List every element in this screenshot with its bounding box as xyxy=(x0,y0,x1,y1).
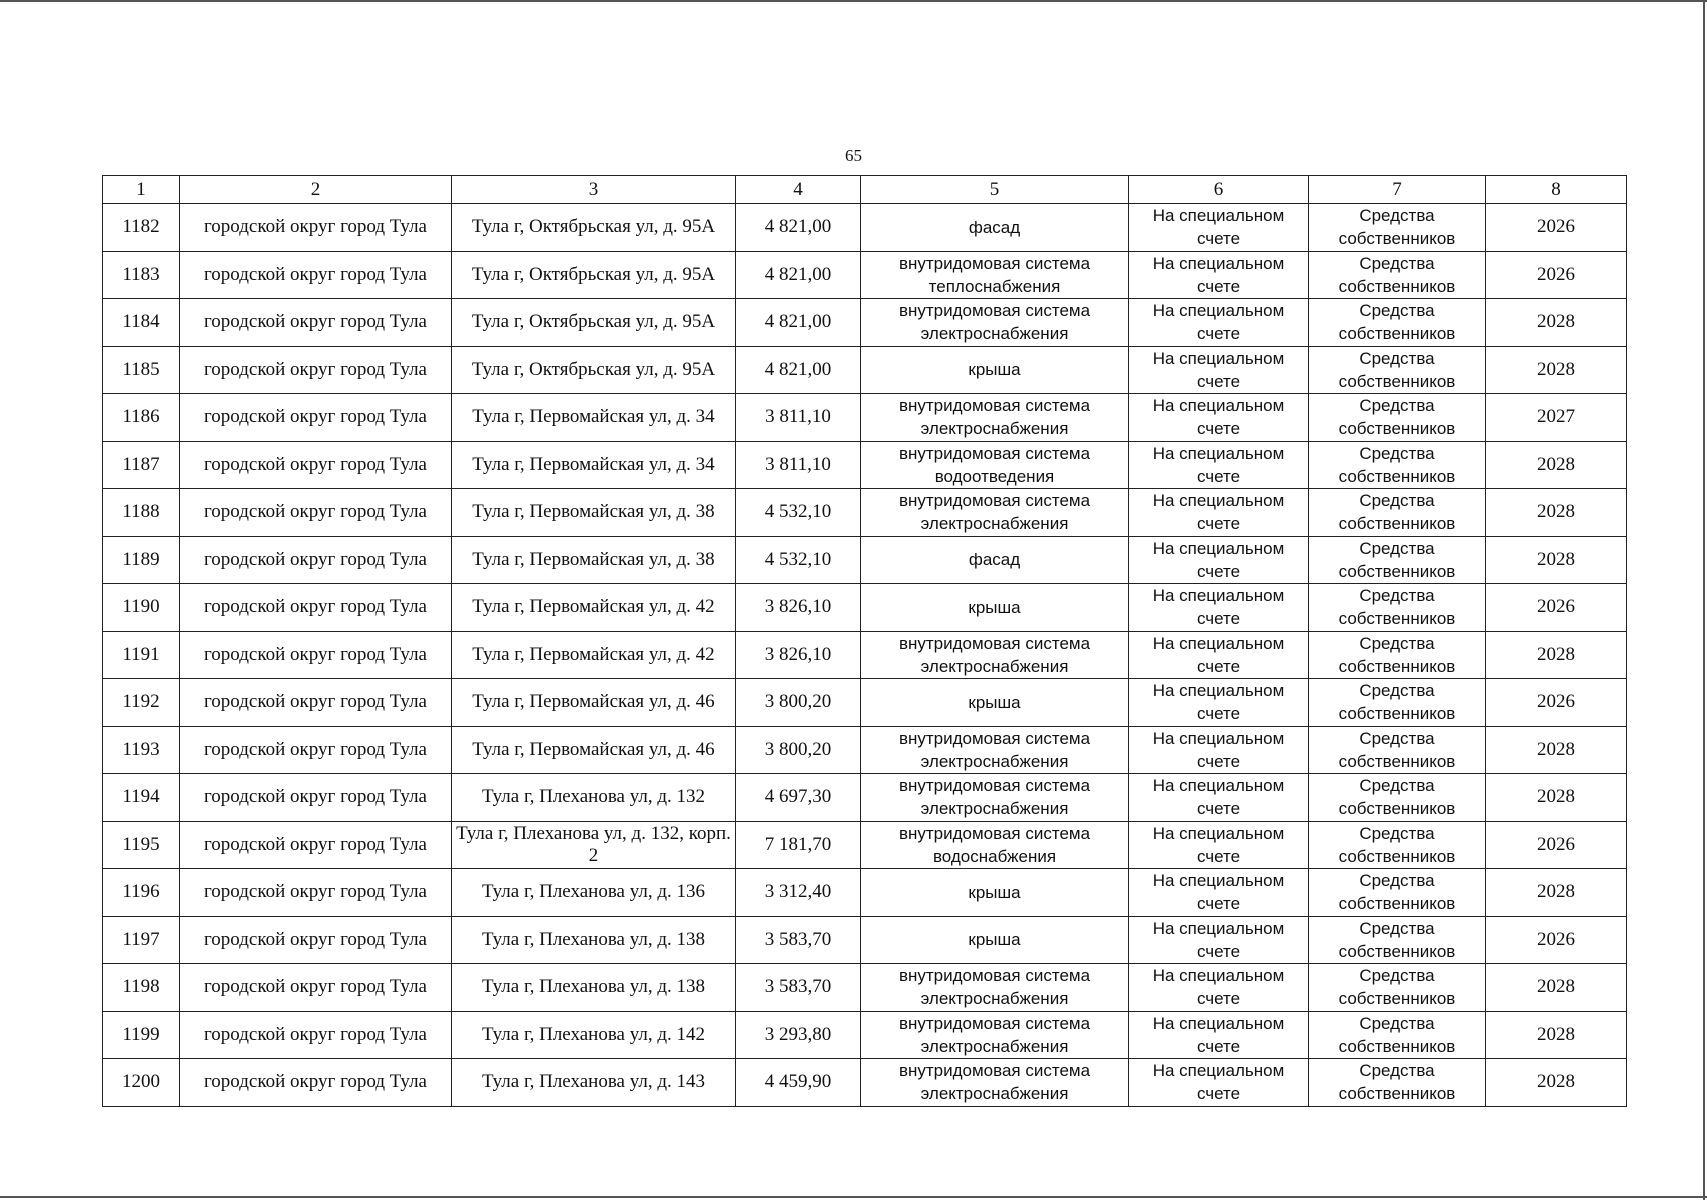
table-row xyxy=(103,821,1627,869)
work-type-cell: фасад xyxy=(861,204,1129,252)
column-header: 1 xyxy=(103,176,180,204)
funding-source-cell: Средства собственников xyxy=(1309,299,1486,347)
work-type-cell: внутридомовая система теплоснабжения xyxy=(861,251,1129,299)
work-type-cell: крыша xyxy=(861,584,1129,632)
row-number-cell: 1197 xyxy=(103,916,180,964)
row-number-cell: 1191 xyxy=(103,631,180,679)
funding-source-cell: Средства собственников xyxy=(1309,394,1486,442)
row-number-cell: 1184 xyxy=(103,299,180,347)
account-cell: На специальном счете xyxy=(1129,964,1309,1012)
row-number-cell: 1199 xyxy=(103,1011,180,1059)
row-number-cell: 1193 xyxy=(103,726,180,774)
district-cell: городской округ город Тула xyxy=(180,916,452,964)
address-cell: Тула г, Плеханова ул, д. 132, корп. 2 xyxy=(452,821,736,869)
page-border-top xyxy=(0,0,1707,2)
table-row xyxy=(103,394,1627,442)
account-cell: На специальном счете xyxy=(1129,346,1309,394)
area-cell: 4 532,10 xyxy=(736,536,861,584)
funding-source-cell: Средства собственников xyxy=(1309,584,1486,632)
district-cell: городской округ город Тула xyxy=(180,299,452,347)
address-cell: Тула г, Плеханова ул, д. 138 xyxy=(452,916,736,964)
table-row xyxy=(103,774,1627,822)
funding-source-cell: Средства собственников xyxy=(1309,1011,1486,1059)
column-header: 6 xyxy=(1129,176,1309,204)
district-cell: городской округ город Тула xyxy=(180,869,452,917)
area-cell: 3 811,10 xyxy=(736,441,861,489)
table-row xyxy=(103,1059,1627,1107)
table-row xyxy=(103,536,1627,584)
account-cell: На специальном счете xyxy=(1129,1011,1309,1059)
column-header: 7 xyxy=(1309,176,1486,204)
district-cell: городской округ город Тула xyxy=(180,726,452,774)
table-row xyxy=(103,584,1627,632)
table-header-row xyxy=(103,176,1627,204)
row-number-cell: 1183 xyxy=(103,251,180,299)
year-cell: 2026 xyxy=(1486,679,1627,727)
row-number-cell: 1196 xyxy=(103,869,180,917)
year-cell: 2028 xyxy=(1486,489,1627,537)
page-border-bottom xyxy=(0,1196,1707,1198)
year-cell: 2028 xyxy=(1486,774,1627,822)
account-cell: На специальном счете xyxy=(1129,679,1309,727)
area-cell: 4 821,00 xyxy=(736,299,861,347)
work-type-cell: внутридомовая система электроснабжения xyxy=(861,726,1129,774)
funding-source-cell: Средства собственников xyxy=(1309,1059,1486,1107)
table-row xyxy=(103,916,1627,964)
table-row xyxy=(103,631,1627,679)
address-cell: Тула г, Плеханова ул, д. 142 xyxy=(452,1011,736,1059)
funding-source-cell: Средства собственников xyxy=(1309,251,1486,299)
district-cell: городской округ город Тула xyxy=(180,394,452,442)
table-row xyxy=(103,299,1627,347)
funding-source-cell: Средства собственников xyxy=(1309,679,1486,727)
work-type-cell: крыша xyxy=(861,869,1129,917)
address-cell: Тула г, Октябрьская ул, д. 95А xyxy=(452,299,736,347)
address-cell: Тула г, Плеханова ул, д. 143 xyxy=(452,1059,736,1107)
row-number-cell: 1188 xyxy=(103,489,180,537)
area-cell: 4 697,30 xyxy=(736,774,861,822)
funding-source-cell: Средства собственников xyxy=(1309,346,1486,394)
work-type-cell: внутридомовая система электроснабжения xyxy=(861,394,1129,442)
area-cell: 3 800,20 xyxy=(736,726,861,774)
capital-repair-table xyxy=(102,175,1627,1107)
work-type-cell: внутридомовая система электроснабжения xyxy=(861,1059,1129,1107)
table-row xyxy=(103,441,1627,489)
year-cell: 2028 xyxy=(1486,1011,1627,1059)
account-cell: На специальном счете xyxy=(1129,251,1309,299)
year-cell: 2028 xyxy=(1486,441,1627,489)
account-cell: На специальном счете xyxy=(1129,774,1309,822)
work-type-cell: внутридомовая система водоснабжения xyxy=(861,821,1129,869)
work-type-cell: внутридомовая система электроснабжения xyxy=(861,964,1129,1012)
account-cell: На специальном счете xyxy=(1129,204,1309,252)
table-row xyxy=(103,204,1627,252)
row-number-cell: 1185 xyxy=(103,346,180,394)
row-number-cell: 1200 xyxy=(103,1059,180,1107)
column-header: 4 xyxy=(736,176,861,204)
area-cell: 4 821,00 xyxy=(736,204,861,252)
year-cell: 2027 xyxy=(1486,394,1627,442)
address-cell: Тула г, Октябрьская ул, д. 95А xyxy=(452,251,736,299)
account-cell: На специальном счете xyxy=(1129,916,1309,964)
work-type-cell: внутридомовая система электроснабжения xyxy=(861,489,1129,537)
district-cell: городской округ город Тула xyxy=(180,821,452,869)
address-cell: Тула г, Плеханова ул, д. 132 xyxy=(452,774,736,822)
area-cell: 4 459,90 xyxy=(736,1059,861,1107)
work-type-cell: крыша xyxy=(861,346,1129,394)
district-cell: городской округ город Тула xyxy=(180,1011,452,1059)
district-cell: городской округ город Тула xyxy=(180,964,452,1012)
address-cell: Тула г, Первомайская ул, д. 34 xyxy=(452,394,736,442)
address-cell: Тула г, Первомайская ул, д. 46 xyxy=(452,679,736,727)
address-cell: Тула г, Плеханова ул, д. 136 xyxy=(452,869,736,917)
column-header: 2 xyxy=(180,176,452,204)
work-type-cell: внутридомовая система электроснабжения xyxy=(861,1011,1129,1059)
row-number-cell: 1186 xyxy=(103,394,180,442)
column-header: 8 xyxy=(1486,176,1627,204)
page-border-right xyxy=(1703,0,1705,1200)
funding-source-cell: Средства собственников xyxy=(1309,774,1486,822)
account-cell: На специальном счете xyxy=(1129,869,1309,917)
account-cell: На специальном счете xyxy=(1129,441,1309,489)
table-row xyxy=(103,679,1627,727)
account-cell: На специальном счете xyxy=(1129,1059,1309,1107)
area-cell: 7 181,70 xyxy=(736,821,861,869)
funding-source-cell: Средства собственников xyxy=(1309,964,1486,1012)
year-cell: 2028 xyxy=(1486,869,1627,917)
district-cell: городской округ город Тула xyxy=(180,204,452,252)
address-cell: Тула г, Первомайская ул, д. 42 xyxy=(452,631,736,679)
funding-source-cell: Средства собственников xyxy=(1309,441,1486,489)
area-cell: 3 293,80 xyxy=(736,1011,861,1059)
year-cell: 2026 xyxy=(1486,584,1627,632)
funding-source-cell: Средства собственников xyxy=(1309,916,1486,964)
address-cell: Тула г, Первомайская ул, д. 38 xyxy=(452,536,736,584)
district-cell: городской округ город Тула xyxy=(180,251,452,299)
funding-source-cell: Средства собственников xyxy=(1309,821,1486,869)
address-cell: Тула г, Октябрьская ул, д. 95А xyxy=(452,204,736,252)
area-cell: 3 826,10 xyxy=(736,584,861,632)
row-number-cell: 1187 xyxy=(103,441,180,489)
district-cell: городской округ город Тула xyxy=(180,489,452,537)
address-cell: Тула г, Первомайская ул, д. 42 xyxy=(452,584,736,632)
year-cell: 2028 xyxy=(1486,536,1627,584)
row-number-cell: 1190 xyxy=(103,584,180,632)
funding-source-cell: Средства собственников xyxy=(1309,536,1486,584)
work-type-cell: внутридомовая система водоотведения xyxy=(861,441,1129,489)
area-cell: 3 312,40 xyxy=(736,869,861,917)
year-cell: 2026 xyxy=(1486,821,1627,869)
district-cell: городской округ город Тула xyxy=(180,631,452,679)
work-type-cell: крыша xyxy=(861,679,1129,727)
district-cell: городской округ город Тула xyxy=(180,774,452,822)
area-cell: 3 583,70 xyxy=(736,964,861,1012)
year-cell: 2028 xyxy=(1486,964,1627,1012)
page-number: 65 xyxy=(845,146,862,165)
work-type-cell: внутридомовая система электроснабжения xyxy=(861,631,1129,679)
year-cell: 2026 xyxy=(1486,916,1627,964)
year-cell: 2028 xyxy=(1486,1059,1627,1107)
area-cell: 4 532,10 xyxy=(736,489,861,537)
year-cell: 2028 xyxy=(1486,346,1627,394)
column-header: 5 xyxy=(861,176,1129,204)
table-row xyxy=(103,346,1627,394)
account-cell: На специальном счете xyxy=(1129,726,1309,774)
address-cell: Тула г, Первомайская ул, д. 38 xyxy=(452,489,736,537)
funding-source-cell: Средства собственников xyxy=(1309,869,1486,917)
row-number-cell: 1198 xyxy=(103,964,180,1012)
area-cell: 4 821,00 xyxy=(736,346,861,394)
column-header: 3 xyxy=(452,176,736,204)
funding-source-cell: Средства собственников xyxy=(1309,726,1486,774)
account-cell: На специальном счете xyxy=(1129,489,1309,537)
account-cell: На специальном счете xyxy=(1129,821,1309,869)
address-cell: Тула г, Октябрьская ул, д. 95А xyxy=(452,346,736,394)
district-cell: городской округ город Тула xyxy=(180,346,452,394)
funding-source-cell: Средства собственников xyxy=(1309,631,1486,679)
area-cell: 3 811,10 xyxy=(736,394,861,442)
area-cell: 3 800,20 xyxy=(736,679,861,727)
area-cell: 4 821,00 xyxy=(736,251,861,299)
account-cell: На специальном счете xyxy=(1129,584,1309,632)
funding-source-cell: Средства собственников xyxy=(1309,204,1486,252)
work-type-cell: внутридомовая система электроснабжения xyxy=(861,299,1129,347)
row-number-cell: 1192 xyxy=(103,679,180,727)
work-type-cell: крыша xyxy=(861,916,1129,964)
account-cell: На специальном счете xyxy=(1129,299,1309,347)
table-row xyxy=(103,726,1627,774)
work-type-cell: внутридомовая система электроснабжения xyxy=(861,774,1129,822)
area-cell: 3 826,10 xyxy=(736,631,861,679)
account-cell: На специальном счете xyxy=(1129,631,1309,679)
district-cell: городской округ город Тула xyxy=(180,1059,452,1107)
funding-source-cell: Средства собственников xyxy=(1309,489,1486,537)
year-cell: 2028 xyxy=(1486,631,1627,679)
year-cell: 2026 xyxy=(1486,251,1627,299)
address-cell: Тула г, Первомайская ул, д. 34 xyxy=(452,441,736,489)
table-row xyxy=(103,1011,1627,1059)
table-row xyxy=(103,964,1627,1012)
district-cell: городской округ город Тула xyxy=(180,536,452,584)
year-cell: 2028 xyxy=(1486,299,1627,347)
year-cell: 2026 xyxy=(1486,204,1627,252)
row-number-cell: 1182 xyxy=(103,204,180,252)
year-cell: 2028 xyxy=(1486,726,1627,774)
row-number-cell: 1189 xyxy=(103,536,180,584)
table-row xyxy=(103,251,1627,299)
table-row xyxy=(103,489,1627,537)
district-cell: городской округ город Тула xyxy=(180,441,452,489)
account-cell: На специальном счете xyxy=(1129,394,1309,442)
address-cell: Тула г, Плеханова ул, д. 138 xyxy=(452,964,736,1012)
work-type-cell: фасад xyxy=(861,536,1129,584)
row-number-cell: 1195 xyxy=(103,821,180,869)
account-cell: На специальном счете xyxy=(1129,536,1309,584)
table-row xyxy=(103,869,1627,917)
area-cell: 3 583,70 xyxy=(736,916,861,964)
district-cell: городской округ город Тула xyxy=(180,679,452,727)
address-cell: Тула г, Первомайская ул, д. 46 xyxy=(452,726,736,774)
district-cell: городской округ город Тула xyxy=(180,584,452,632)
row-number-cell: 1194 xyxy=(103,774,180,822)
